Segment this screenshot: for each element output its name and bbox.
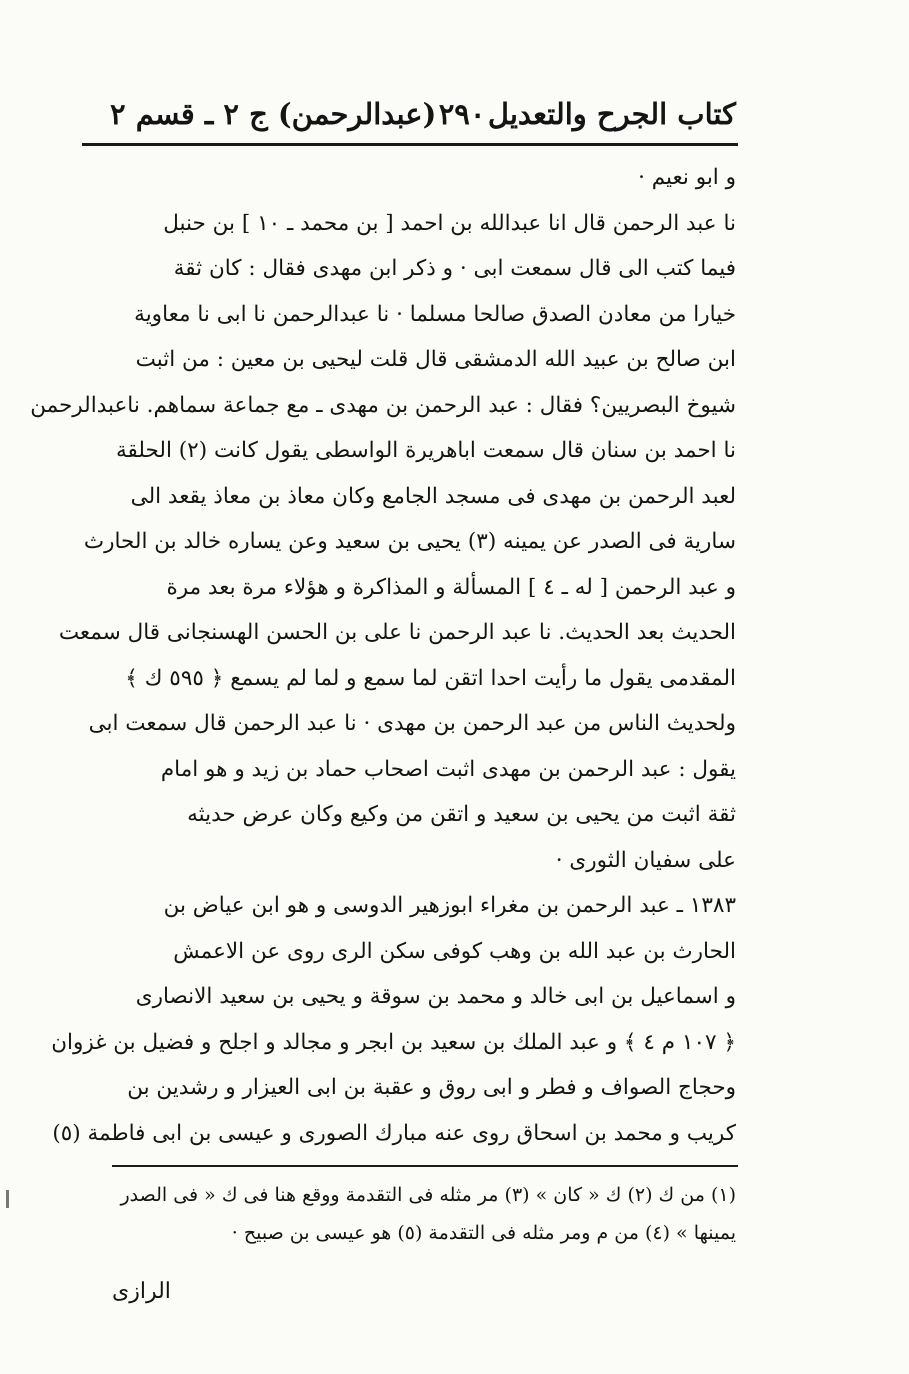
text-line: ثقة اثبت من يحيى بن سعيد و اتقن من وكيع وكان عرض حديثه: [187, 802, 736, 827]
text-line: نا عبد الرحمن قال انا عبدالله بن احمد [ بن محمد ـ ١٠ ] بن حنبل: [163, 210, 736, 236]
text-line: ولحديث الناس من عبد الرحمن بن مهدى · نا عبد الرحمن قال سمعت ابى: [88, 711, 736, 736]
margin-mark: [6, 1190, 9, 1208]
footnotes: [90, 1176, 736, 1252]
page-number: ٢٩٠: [438, 97, 486, 131]
text-line: على سفيان الثورى ·: [555, 847, 736, 873]
text-line: و اسماعيل بن ابى خالد و محمد بن سوقة و يحيى بن سعيد الانصارى: [135, 984, 736, 1009]
text-line: المقدمى يقول ما رأيت احدا اتقن لما سمع و لما لم يسمع ﴿ ٥٩٥ ك ﴾: [125, 665, 736, 691]
main-text: [30, 155, 736, 1156]
text-line: شيوخ البصريين؟ فقال : عبد الرحمن بن مهدى ـ مع جماعة سماهم. ناعبدالرحمن: [30, 392, 736, 418]
text-line: الحارث بن عبد الله بن وهب كوفى سكن الرى روى عن الاعمش: [173, 938, 736, 964]
text-line: ابن صالح بن عبيد الله الدمشقى قال قلت ليحيى بن معين : من اثبت: [135, 347, 736, 372]
header-rule: [82, 143, 738, 146]
text-line: وحجاج الصواف و فطر و ابى روق و عقبة بن ابى العيزار و رشدين بن: [127, 1075, 736, 1100]
text-line: و ابو نعيم ·: [638, 165, 736, 190]
running-header: [110, 92, 736, 136]
catchword: الرازى: [112, 1279, 171, 1304]
footnote-rule: [112, 1165, 738, 1167]
book-title: كتاب الجرح والتعديل: [487, 97, 736, 131]
text-line: الحديث بعد الحديث. نا عبد الرحمن نا على بن الحسن الهسنجانى قال سمعت: [58, 620, 736, 645]
footnote-line: يمينها » (٤) من م ومر مثله فى التقدمة (٥) هو عيسى بن صبيح ·: [231, 1222, 736, 1244]
text-line: يقول : عبد الرحمن بن مهدى اثبت اصحاب حماد بن زيد و هو امام: [160, 756, 736, 782]
text-line: لعبد الرحمن بن مهدى فى مسجد الجامع وكان معاذ بن معاذ يقعد الى: [130, 483, 736, 509]
section-label: (عبدالرحمن) ج ٢ ـ قسم ٢: [110, 97, 437, 131]
footnote-line: (١) من ك (٢) ك « كان » (٣) مر مثله فى التقدمة ووقع هنا فى ك « فى الصدر: [120, 1184, 736, 1206]
text-line: و عبد الرحمن [ له ـ ٤ ] المسألة و المذاكرة و هؤلاء مرة بعد مرة: [166, 574, 736, 600]
text-line: نا احمد بن سنان قال سمعت اباهريرة الواسطى يقول كانت (٢) الحلقة: [116, 438, 736, 463]
text-line: سارية فى الصدر عن يمينه (٣) يحيى بن سعيد وعن يساره خالد بن الحارث: [83, 529, 736, 554]
text-line: خيارا من معادن الصدق صالحا مسلما · نا عبدالرحمن نا ابى نا معاوية: [134, 301, 736, 327]
text-line: فيما كتب الى قال سمعت ابى · و ذكر ابن مهدى فقال : كان ثقة: [173, 256, 736, 281]
entry-start-line: ١٣٨٣ ـ عبد الرحمن بن مغراء ابوزهير الدوسى و هو ابن عياض بن: [163, 893, 736, 918]
text-line: ﴿ ١٠٧ م ٤ ﴾ و عبد الملك بن سعيد بن ابجر و مجالد و اجلح و فضيل بن غزوان: [51, 1029, 736, 1055]
text-line: كريب و محمد بن اسحاق روى عنه مبارك الصورى و عيسى بن ابى فاطمة (٥): [52, 1120, 736, 1146]
